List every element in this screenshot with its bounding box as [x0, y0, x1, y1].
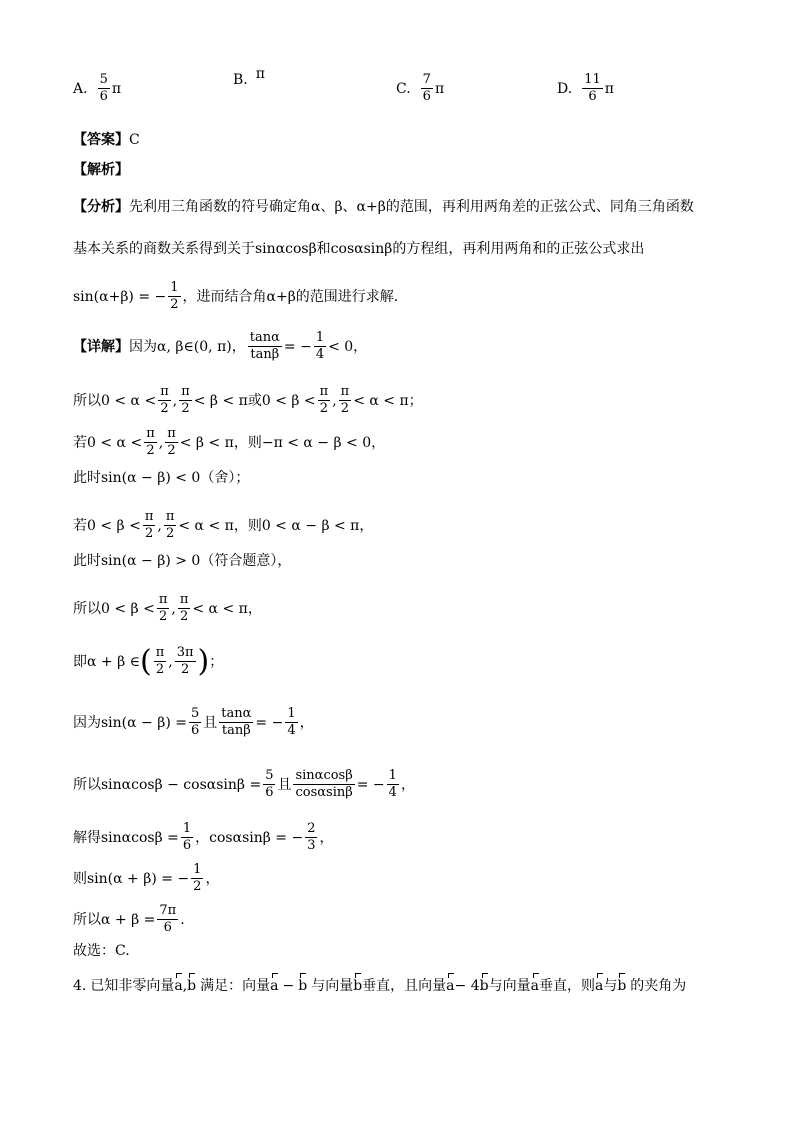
frac-den: 6 — [265, 785, 274, 800]
text: < β < π或0 < β < — [193, 392, 316, 409]
frac-num: 1 — [170, 280, 179, 295]
vector-b: b — [479, 978, 489, 994]
option-a-fraction — [98, 72, 110, 105]
text: 因为sin(α − β) = — [73, 714, 187, 731]
text: 所以0 < β < — [73, 600, 155, 617]
frac-den: 2 — [144, 526, 154, 541]
frac-num: 7 — [422, 72, 431, 87]
fraction — [219, 706, 253, 739]
fraction — [168, 280, 180, 313]
frac-den: 4 — [388, 785, 397, 800]
frac-num: π — [181, 384, 190, 399]
frac-num: 1 — [287, 706, 296, 721]
vector-b: b — [353, 978, 363, 994]
frac-den: 6 — [99, 89, 108, 104]
option-d-fraction — [582, 72, 603, 105]
frac-num: π — [319, 384, 329, 399]
detail-line-8 — [73, 645, 754, 678]
fenxi-line-2 — [73, 239, 754, 259]
text: , — [168, 653, 173, 670]
fraction — [387, 768, 399, 801]
frac-den: 2 — [158, 609, 168, 624]
frac-den: 6 — [422, 89, 431, 104]
frac-num: π — [167, 426, 176, 441]
text: 此时sin(α − β) > 0（符合题意）， — [73, 553, 292, 569]
frac-den: 2 — [181, 401, 190, 416]
text: 若0 < β < — [73, 517, 141, 534]
frac-num: π — [179, 592, 189, 607]
frac-den: 6 — [190, 723, 200, 738]
frac-den: 6 — [588, 89, 597, 104]
fenxi-text-1: 先利用三角函数的符号确定角α、β、α+β的范围，再利用两角差的正弦公式、同角三角函数 — [129, 199, 694, 215]
text: . — [180, 911, 185, 928]
text: 因为α, β∈(0, π)， — [129, 338, 246, 355]
option-b-value: π — [255, 66, 265, 82]
text: 垂直，且向量 — [362, 978, 447, 994]
text: ，cosαsinβ = − — [195, 829, 304, 846]
fraction — [179, 384, 192, 417]
vector-a: a — [530, 978, 539, 994]
frac-num: 5 — [265, 768, 274, 783]
frac-den: tanβ — [221, 723, 251, 738]
frac-den: 6 — [182, 838, 192, 853]
fenxi-text-3a: sin(α+β) = − — [73, 288, 167, 305]
frac-num: tanα — [249, 330, 280, 345]
frac-den: 2 — [170, 297, 179, 312]
vector-a: a — [446, 978, 455, 994]
text: 所以sinαcosβ − cosαsinβ = — [73, 776, 262, 793]
fenxi-text-3b: ，进而结合角α+β的范围进行求解. — [182, 288, 399, 305]
text: 垂直，则 — [538, 978, 595, 994]
detail-line-3 — [73, 426, 754, 459]
fraction — [181, 821, 193, 854]
fraction — [164, 509, 177, 542]
frac-num: 3π — [176, 645, 194, 660]
fraction — [154, 645, 167, 678]
text: 与 — [603, 978, 618, 994]
text: − 4 — [454, 978, 480, 994]
text: , — [158, 434, 164, 451]
frac-num: 5 — [99, 72, 108, 87]
fenxi-line-1 — [73, 197, 754, 217]
detail-tag: 【详解】 — [73, 338, 129, 355]
frac-den: 2 — [146, 443, 155, 458]
frac-den: 2 — [319, 401, 329, 416]
text: = − — [356, 776, 385, 793]
text: = − — [255, 714, 284, 731]
frac-num: 1 — [388, 768, 397, 783]
text: ； — [209, 653, 224, 670]
detail-line-12 — [73, 862, 754, 895]
fraction — [157, 903, 178, 936]
frac-num: 1 — [182, 821, 192, 836]
frac-num: 1 — [193, 862, 202, 877]
detail-line-2 — [73, 384, 754, 417]
fraction — [339, 384, 352, 417]
vector-a: a — [594, 978, 604, 994]
fraction — [285, 706, 297, 739]
frac-num: sinαcosβ — [295, 768, 353, 783]
detail-line-11 — [73, 821, 754, 854]
frac-num: tanα — [221, 706, 252, 721]
detail-line-4 — [73, 468, 754, 488]
text: , — [172, 392, 178, 409]
frac-num: 11 — [584, 72, 601, 87]
frac-num: π — [340, 384, 350, 399]
fraction — [165, 426, 178, 459]
text: < α < π， — [192, 600, 262, 617]
text: ， — [400, 776, 415, 793]
text: 此时sin(α − β) < 0（舍）； — [73, 470, 250, 486]
text: 故选：C. — [73, 943, 130, 959]
frac-den: 2 — [340, 401, 350, 416]
fraction — [158, 384, 171, 417]
frac-num: 5 — [190, 706, 200, 721]
frac-den: 2 — [155, 662, 165, 677]
detail-line-14 — [73, 941, 754, 961]
vector-b: b — [298, 978, 308, 994]
fraction — [144, 426, 157, 459]
option-c-label: C. — [396, 80, 411, 97]
option-a — [73, 72, 121, 105]
option-a-pi: π — [111, 80, 122, 97]
option-c-fraction — [421, 72, 433, 105]
fraction — [248, 330, 282, 363]
text: ， — [319, 829, 334, 846]
frac-den: 3 — [307, 838, 316, 853]
option-d-pi: π — [604, 80, 614, 97]
fenxi-line-3 — [73, 280, 754, 313]
frac-num: π — [155, 645, 165, 660]
fraction — [143, 509, 156, 542]
frac-den: 6 — [163, 920, 172, 935]
text: < α < π； — [353, 392, 423, 409]
detail-line-9 — [73, 706, 754, 739]
text: 已知非零向量 — [90, 978, 175, 994]
fraction — [293, 768, 354, 801]
option-b — [233, 66, 265, 88]
analysis-heading — [73, 160, 754, 180]
answer-value: C — [129, 132, 140, 148]
frac-num: 7π — [159, 903, 177, 918]
text: < β < π，则−π < α − β < 0， — [179, 434, 386, 451]
fenxi-text-2: 基本关系的商数关系得到关于sinαcosβ和cosαsinβ的方程组，再利用两角和的正弦公式求出 — [73, 241, 645, 257]
fraction — [178, 592, 191, 625]
option-a-label: A. — [73, 80, 88, 97]
option-d — [557, 72, 614, 105]
fraction — [314, 330, 326, 363]
text: < 0， — [328, 338, 368, 355]
fraction — [191, 862, 203, 895]
text: 与向量 — [488, 978, 531, 994]
text: − — [282, 978, 295, 994]
vector-b: b — [617, 978, 627, 994]
detail-line-10 — [73, 768, 754, 801]
text: 与向量 — [311, 978, 354, 994]
option-c-pi: π — [434, 80, 445, 97]
text: 解得sinαcosβ = — [73, 829, 179, 846]
text: 所以α + β = — [73, 911, 156, 928]
fraction — [263, 768, 275, 801]
text: ， — [205, 870, 220, 887]
vector-a: a — [270, 978, 279, 994]
fraction — [318, 384, 331, 417]
text: 且 — [277, 776, 292, 793]
text: 则sin(α + β) = − — [73, 870, 190, 887]
text: 若0 < α < — [73, 434, 143, 451]
option-c — [396, 72, 444, 105]
text: , — [157, 517, 162, 534]
frac-den: 2 — [165, 526, 175, 541]
frac-den: 2 — [167, 443, 176, 458]
text: 所以0 < α < — [73, 392, 157, 409]
option-b-label: B. — [233, 72, 248, 88]
frac-num: π — [144, 509, 154, 524]
text: = − — [283, 338, 312, 355]
frac-num: 2 — [307, 821, 316, 836]
fenxi-tag: 【分析】 — [73, 199, 129, 215]
detail-line-7 — [73, 592, 754, 625]
right-paren: ) — [197, 643, 210, 679]
frac-num: π — [158, 592, 168, 607]
fraction — [157, 592, 170, 625]
frac-num: 1 — [315, 330, 325, 345]
detail-line-5 — [73, 509, 754, 542]
text: 满足：向量 — [200, 978, 271, 994]
option-d-label: D. — [557, 80, 573, 97]
text: 即α + β ∈ — [73, 653, 140, 670]
fraction — [305, 821, 317, 854]
detail-line-1 — [73, 330, 754, 363]
text: 的夹角为 — [630, 978, 687, 994]
analysis-tag: 【解析】 — [73, 162, 129, 178]
question-4 — [73, 976, 754, 996]
left-paren: ( — [140, 643, 152, 679]
answer-tag: 【答案】 — [73, 132, 129, 148]
frac-den: 2 — [179, 609, 189, 624]
fraction — [175, 645, 196, 678]
frac-num: π — [165, 509, 175, 524]
detail-line-6 — [73, 551, 754, 571]
text: , — [171, 600, 176, 617]
fraction — [189, 706, 201, 739]
text: < α < π，则0 < α − β < π， — [178, 517, 374, 534]
text: , — [332, 392, 337, 409]
frac-den: 2 — [180, 662, 190, 677]
frac-den: 2 — [193, 879, 202, 894]
text: , — [182, 978, 188, 994]
vector-a: a — [174, 978, 183, 994]
frac-den: 4 — [287, 723, 296, 738]
frac-den: tanβ — [250, 347, 280, 362]
vector-b: b — [187, 978, 197, 994]
frac-num: π — [160, 384, 169, 399]
frac-num: π — [146, 426, 155, 441]
answer-line — [73, 130, 754, 150]
frac-den: 4 — [315, 347, 325, 362]
question-number: 4. — [73, 978, 87, 994]
frac-den: cosαsinβ — [295, 785, 353, 800]
detail-line-13 — [73, 903, 754, 936]
text: 且 — [203, 714, 218, 731]
frac-den: 2 — [160, 401, 169, 416]
text: ， — [299, 714, 314, 731]
